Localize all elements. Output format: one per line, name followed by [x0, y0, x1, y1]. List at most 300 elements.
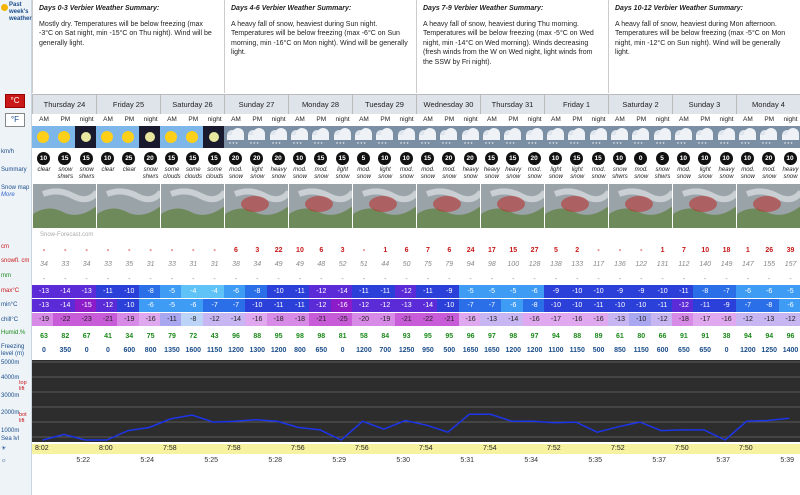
min-c-cell: -5	[160, 299, 184, 312]
max-c-cell: -12	[309, 285, 333, 298]
rain-mm-cell: -	[789, 276, 792, 283]
snowfall-cm-cell: 49	[274, 261, 283, 268]
chill-c-cell: -19	[32, 313, 56, 326]
snow-map-thumbnail[interactable]	[544, 184, 608, 228]
min-c-cell: -11	[288, 299, 312, 312]
max-c-cell: -5	[480, 285, 504, 298]
snow-cm-cell: -	[618, 247, 622, 254]
chill-c-cell: -21	[96, 313, 120, 326]
rain-mm-cell: -	[704, 276, 707, 283]
snow-cm-cell: 15	[509, 247, 518, 254]
day-header: Monday 4	[736, 94, 800, 114]
rain-mm-cell: -	[448, 276, 451, 283]
wind-value: 10	[378, 152, 391, 165]
sunrise-icon: ☀	[1, 446, 7, 452]
wind-value: 20	[528, 152, 541, 165]
wind-value: 15	[485, 152, 498, 165]
rain-mm-cell: -	[192, 276, 195, 283]
rain-mm-cell: -	[213, 276, 216, 283]
humid-cell: 81	[338, 333, 347, 340]
summary-label: Summary	[1, 167, 27, 173]
chill-c-cell: -18	[288, 313, 312, 326]
snow-cm-cell: 6	[319, 247, 324, 254]
summary-word: light snow	[698, 167, 713, 180]
max-c-cell: -11	[672, 285, 696, 298]
time-of-day: PM	[764, 116, 775, 123]
humid-cell: 97	[488, 333, 496, 340]
summary-block	[224, 0, 416, 93]
max-c-cell: -9	[608, 285, 632, 298]
rain-mm-cell: -	[405, 276, 408, 283]
time-of-day: PM	[60, 116, 71, 123]
snowfall-cm-cell: 33	[168, 261, 176, 268]
summary-word: light snow	[250, 167, 265, 180]
chill-c-cell: -23	[75, 313, 99, 326]
summary-word: mod. snow	[314, 167, 329, 180]
weather-icon	[779, 126, 800, 148]
svg-text:* * *: * * *	[484, 142, 494, 148]
wind-value: 15	[165, 152, 178, 165]
freezing-cell: 0	[724, 347, 729, 354]
min-c-cell: -6	[779, 299, 800, 312]
time-of-day: AM	[487, 116, 497, 123]
snow-map-thumbnail[interactable]	[416, 184, 480, 228]
time-of-day: AM	[295, 116, 305, 123]
wind-value: 20	[144, 152, 157, 165]
min-c-cell: -10	[629, 299, 653, 312]
summary-text: Mostly dry. Temperatures will be below freezing (max -3°C on Sat night, min -15°C on Thu night). Wind will be generally light.	[39, 20, 212, 47]
snow-cm-cell: 3	[255, 247, 260, 254]
snowfall-cm-cell: 157	[784, 261, 797, 268]
rain-mm-cell: -	[341, 276, 344, 283]
freezing-cell: 800	[294, 347, 306, 354]
min-c-cell: -13	[395, 299, 419, 312]
sunset-time: 5:34	[524, 457, 538, 464]
snow-cm-cell: 1	[745, 247, 750, 254]
wind-value: 10	[677, 152, 690, 165]
humid-cell: 94	[765, 333, 774, 340]
min-c-cell: -8	[523, 299, 547, 312]
min-c-cell: -14	[416, 299, 440, 312]
snow-map-thumbnail[interactable]	[32, 184, 96, 228]
humid-cell: 89	[594, 333, 603, 340]
rain-mm-cell: -	[640, 276, 643, 283]
min-c-cell: -11	[693, 299, 717, 312]
sunrise-time: 7:58	[224, 444, 288, 454]
rain-mm-cell: -	[426, 276, 430, 283]
freezing-cell: 1200	[526, 347, 543, 354]
snow-map-thumbnail[interactable]	[352, 184, 416, 228]
sunset-time: 5:31	[460, 457, 474, 464]
wind-value: 15	[314, 152, 327, 165]
max-c-cell: -11	[96, 285, 120, 298]
max-temp-label: max°C	[1, 288, 20, 294]
fahrenheit-button[interactable]: °F	[5, 113, 25, 127]
humid-cell: 38	[722, 333, 731, 340]
summary-text: A heavy fall of snow, heaviest during Thu morning. Temperatures will be below freezing (max -5°C on Wed night, min -14°C on Wed morning). Winds decreasing (fresh winds from the W on Wed night, light winds from the SSW by Fri night).	[423, 20, 594, 66]
time-of-day: AM	[231, 116, 241, 123]
snow-map-thumbnail[interactable]	[608, 184, 672, 228]
snowfall-cm-cell: 50	[402, 261, 411, 268]
svg-text:* * *: * * *	[719, 142, 729, 148]
alt-4000-label: 4000m	[1, 375, 20, 381]
snow-map-thumbnail[interactable]	[96, 184, 160, 228]
wind-value: 15	[186, 152, 199, 165]
wind-value: 15	[58, 152, 71, 165]
rain-mm-cell: -	[320, 276, 323, 283]
sunrise-time: 7:56	[288, 444, 352, 454]
time-of-day: PM	[572, 116, 583, 123]
min-c-cell: -10	[565, 299, 589, 312]
wind-value: 20	[229, 152, 242, 165]
max-c-cell: -13	[32, 285, 56, 298]
freezing-cell: 1150	[633, 347, 649, 354]
summary-title: Days 7-9 Verbier Weather Summary:	[423, 5, 544, 12]
chill-c-cell: -12	[736, 313, 760, 326]
chill-c-cell: -12	[203, 313, 227, 326]
humid-cell: 67	[82, 333, 91, 340]
max-c-cell: -6	[523, 285, 547, 298]
chill-c-cell: -16	[565, 313, 589, 326]
svg-text:* * *: * * *	[442, 142, 451, 148]
freezing-cell: 1400	[782, 347, 799, 354]
time-of-day: AM	[615, 116, 625, 123]
sunset-time: 5:24	[140, 457, 154, 464]
summary-text: A heavy fall of snow, heaviest during Sun night. Temperatures will be below freezing (max -6°C on Sun morning, min -16°C on Mon night). Wind will be generally light.	[231, 20, 408, 56]
max-c-cell: -10	[565, 285, 589, 298]
humid-cell: 94	[552, 333, 560, 340]
freezing-cell: 1100	[548, 347, 564, 354]
svg-text:* * *: * * *	[506, 142, 515, 148]
humid-cell: 43	[210, 333, 219, 340]
snowfall-cm-cell: 75	[424, 261, 432, 268]
humid-cell: 96	[232, 333, 240, 340]
rain-mm-cell: -	[106, 276, 110, 283]
wind-value: 20	[442, 152, 455, 165]
freezing-cell: 0	[84, 347, 89, 354]
wind-value: 10	[293, 152, 306, 165]
snow-map-thumbnail[interactable]	[288, 184, 352, 228]
min-c-cell: -14	[53, 299, 77, 312]
humid-cell: 98	[509, 333, 518, 340]
snowfall-cm-cell: 138	[550, 261, 562, 268]
svg-text:* * *: * * *	[399, 142, 409, 148]
snow-cm-cell: 17	[488, 247, 496, 254]
chill-c-cell: -16	[523, 313, 547, 326]
wind-value: 20	[272, 152, 285, 165]
sunrise-time: 7:50	[736, 444, 800, 454]
humid-cell: 61	[616, 333, 624, 340]
summary-word: mod. snow	[292, 167, 307, 180]
summary-block	[32, 0, 224, 93]
max-c-cell: -14	[331, 285, 355, 298]
snow-cm-cell: -	[170, 247, 174, 254]
min-c-cell: -6	[139, 299, 163, 312]
humid-cell: 94	[743, 333, 752, 340]
freezing-cell: 1200	[740, 347, 756, 354]
chill-label: chill°C	[1, 317, 19, 323]
alt-1000-label: 1000m	[1, 428, 20, 434]
chill-c-cell: -10	[629, 313, 653, 326]
rain-mm-cell: -	[362, 276, 366, 283]
snow-cm-cell: 7	[681, 247, 686, 254]
wind-value: 10	[549, 152, 562, 165]
min-temp-label: min°C	[1, 302, 18, 308]
max-c-cell: -4	[181, 285, 205, 298]
summary-text: A heavy fall of snow, heaviest during Mon afternoon. Temperatures will be below freezing (max -5°C on Mon night, min -12°C on Sun night). Wind will be generally light.	[615, 20, 786, 56]
max-c-cell: -6	[224, 285, 248, 298]
rain-mm-cell: -	[661, 276, 664, 283]
wind-value: 15	[570, 152, 583, 165]
freezing-cell: 700	[379, 347, 392, 354]
day-header: Thursday 24	[32, 94, 96, 114]
time-of-day: night	[207, 116, 222, 123]
svg-text:* * *: * * *	[783, 142, 793, 148]
summary-word: heavy snow	[483, 167, 500, 180]
wind-value: 5	[357, 152, 370, 165]
rain-mm-cell: -	[149, 276, 152, 283]
snowfall-cm-cell: 100	[507, 261, 520, 268]
humid-cell: 98	[317, 333, 326, 340]
snowfall-cm-cell: 34	[40, 261, 48, 268]
max-c-cell: -4	[203, 285, 227, 298]
humid-cell: 97	[530, 333, 539, 340]
min-c-cell: -6	[181, 299, 205, 312]
wind-value: 15	[80, 152, 93, 165]
snow-cm-cell: 39	[786, 247, 795, 254]
snow-map-thumbnail[interactable]	[736, 184, 800, 228]
max-c-cell: -8	[139, 285, 163, 298]
rain-mm-cell: -	[64, 276, 67, 283]
rain-mm-cell: -	[768, 276, 771, 283]
humid-cell: 80	[637, 333, 646, 340]
day-header: Friday 25	[96, 94, 160, 114]
wind-value: 20	[464, 152, 477, 165]
freezing-cell: 600	[656, 347, 669, 354]
summary-word: some clouds	[184, 167, 202, 180]
chill-c-cell: -16	[245, 313, 269, 326]
time-of-day: night	[463, 116, 478, 123]
past-week-link[interactable]	[0, 2, 32, 32]
max-c-cell: -5	[160, 285, 184, 298]
summary-title: Days 4-6 Verbier Weather Summary:	[231, 5, 352, 12]
chill-c-cell: -13	[480, 313, 504, 326]
rain-mm-cell: -	[42, 276, 46, 283]
freezing-cell: 1150	[207, 347, 223, 354]
snow-map-thumbnail[interactable]	[160, 184, 224, 228]
snow-cm-cell: 6	[447, 247, 452, 254]
day-header: Sunday 27	[224, 94, 288, 114]
svg-text:* * *: * * *	[570, 142, 579, 148]
snowfall-cm-label: snowfl. cm	[1, 258, 30, 264]
summary-word: clear	[101, 167, 115, 173]
sunrise-time: 8:02	[32, 444, 96, 454]
time-of-day: night	[655, 116, 670, 123]
rain-mm-cell: -	[85, 276, 88, 283]
max-c-cell: -12	[395, 285, 419, 298]
svg-text:* * *: * * *	[762, 142, 771, 148]
time-of-day: PM	[188, 116, 199, 123]
summary-word: heavy snow	[718, 167, 735, 180]
chill-c-cell: -16	[139, 313, 163, 326]
snow-map-thumbnail[interactable]	[480, 184, 544, 228]
max-c-cell: -9	[629, 285, 653, 298]
chill-c-cell: -22	[416, 313, 440, 326]
snow-cm-cell: 22	[274, 247, 283, 254]
snowfall-cm-cell: 155	[763, 261, 776, 268]
summary-word: mod. snow	[228, 167, 243, 180]
snow-cm-cell: 26	[765, 247, 774, 254]
rain-mm-cell: -	[554, 276, 558, 283]
summary-word: some clouds	[205, 167, 224, 180]
rain-mm-cell: -	[682, 276, 686, 283]
rain-mm-cell: -	[512, 276, 515, 283]
snowfall-cm-cell: 149	[720, 261, 733, 268]
snowfall-cm-cell: 38	[232, 261, 240, 268]
rain-mm-cell: -	[170, 276, 174, 283]
wind-value: 10	[613, 152, 626, 165]
day-header: Thursday 31	[480, 94, 544, 114]
max-c-cell: -5	[779, 285, 800, 298]
humid-cell: 91	[701, 333, 710, 340]
snow-map-thumbnail[interactable]	[224, 184, 288, 228]
snow-cm-cell: -	[42, 247, 46, 254]
humid-cell: 58	[360, 333, 368, 340]
summary-block	[608, 0, 800, 93]
max-c-cell: -10	[267, 285, 291, 298]
day-header: Wednesday 30	[416, 94, 480, 114]
sunrise-time: 7:52	[608, 444, 672, 454]
max-c-cell: -13	[75, 285, 99, 298]
snow-cm-cell: -	[106, 247, 110, 254]
chill-c-cell: -22	[53, 313, 77, 326]
svg-text:* * *: * * *	[271, 142, 281, 148]
snow-map-more-link[interactable]: More	[1, 192, 15, 198]
min-c-cell: -12	[373, 299, 397, 312]
min-c-cell: -12	[309, 299, 333, 312]
snowfall-cm-cell: 31	[189, 261, 198, 268]
snowfall-cm-cell: 147	[742, 261, 754, 268]
svg-text:* * *: * * *	[612, 142, 622, 148]
svg-text:* * *: * * *	[655, 142, 665, 148]
humid-cell: 34	[125, 333, 134, 340]
freezing-cell: 1350	[164, 347, 180, 354]
summary-word: clear	[122, 167, 136, 173]
chill-c-cell: -14	[224, 313, 248, 326]
rain-mm-cell: -	[384, 276, 387, 283]
snow-cm-cell: 6	[234, 247, 238, 254]
chill-c-cell: -25	[331, 313, 355, 326]
top-lift-label: top lift	[19, 380, 27, 392]
snow-map-thumbnail[interactable]	[672, 184, 736, 228]
summary-word: mod. snow	[762, 167, 777, 180]
min-c-cell: -13	[32, 299, 56, 312]
wind-value: 10	[101, 152, 114, 165]
max-c-cell: -6	[736, 285, 760, 298]
min-c-cell: -9	[715, 299, 739, 312]
summary-word: some clouds	[163, 167, 181, 180]
freezing-cell: 600	[123, 347, 136, 354]
rain-mm-cell: -	[469, 276, 472, 283]
min-c-cell: -11	[651, 299, 675, 312]
map-watermark: Snow-Forecast.com	[40, 232, 94, 238]
wind-label: km/h	[1, 149, 15, 155]
sunset-time: 5:37	[716, 457, 730, 464]
time-of-day: night	[783, 116, 798, 123]
rain-mm-cell: -	[256, 276, 259, 283]
summary-word: mod. snow	[740, 167, 755, 180]
chill-c-cell: -11	[160, 313, 184, 326]
snowfall-cm-cell: 44	[381, 261, 390, 268]
sunrise-time: 7:50	[672, 444, 736, 454]
humid-cell: 95	[424, 333, 432, 340]
time-of-day: AM	[359, 116, 369, 123]
freezing-cell: 1650	[462, 347, 479, 354]
freezing-cell: 500	[592, 347, 605, 354]
snow-cm-cell: -	[597, 247, 600, 254]
time-of-day: night	[79, 116, 94, 123]
snowfall-cm-cell: 52	[338, 261, 347, 268]
humid-cell: 93	[402, 333, 411, 340]
sunset-time: 5:28	[268, 457, 282, 464]
celsius-button[interactable]: °C	[5, 94, 25, 108]
freezing-cell: 850	[614, 347, 626, 354]
humid-cell: 95	[274, 333, 283, 340]
min-c-cell: -12	[96, 299, 120, 312]
freezing-cell: 1200	[505, 347, 522, 354]
summary-title: Days 0-3 Verbier Weather Summary:	[39, 5, 160, 12]
max-c-cell: -11	[288, 285, 312, 298]
chill-c-cell: -17	[544, 313, 568, 326]
time-of-day: night	[719, 116, 734, 123]
sun-icon	[1, 4, 8, 11]
min-c-cell: -7	[224, 299, 248, 312]
time-of-day: PM	[124, 116, 135, 123]
snowfall-cm-cell: 140	[699, 261, 712, 268]
svg-text:* * *: * * *	[634, 142, 643, 148]
rain-mm-cell: -	[128, 276, 131, 283]
humid-cell: 84	[381, 333, 390, 340]
freezing-cell: 650	[678, 347, 690, 354]
snow-cm-cell: 6	[404, 247, 409, 254]
snowfall-cm-cell: 128	[528, 261, 541, 268]
freezing-cell: 500	[443, 347, 456, 354]
summary-word: light snow	[570, 167, 585, 180]
min-c-cell: -7	[203, 299, 227, 312]
snow-cm-cell: -	[640, 247, 643, 254]
min-c-cell: -8	[757, 299, 781, 312]
snow-cm-cell: 1	[660, 247, 665, 254]
humid-cell: 66	[658, 333, 667, 340]
freezing-cell: 0	[340, 347, 345, 354]
max-c-cell: -5	[501, 285, 525, 298]
rain-mm-cell: -	[298, 276, 302, 283]
sunrise-time: 7:54	[416, 444, 480, 454]
snowfall-cm-cell: 51	[360, 261, 368, 268]
summary-word: light snow	[335, 167, 350, 180]
snowfall-cm-cell: 133	[571, 261, 584, 268]
snowfall-cm-cell: 33	[104, 261, 112, 268]
snow-cm-cell: 7	[425, 247, 430, 254]
svg-text:* * *: * * *	[335, 142, 345, 148]
max-c-cell: -6	[757, 285, 781, 298]
snowfall-cm-cell: 131	[656, 261, 669, 268]
max-c-cell: -14	[53, 285, 77, 298]
freezing-cell: 1200	[270, 347, 287, 354]
time-of-day: AM	[551, 116, 561, 123]
freezing-cell: 0	[42, 347, 46, 354]
humid-cell: 96	[466, 333, 475, 340]
